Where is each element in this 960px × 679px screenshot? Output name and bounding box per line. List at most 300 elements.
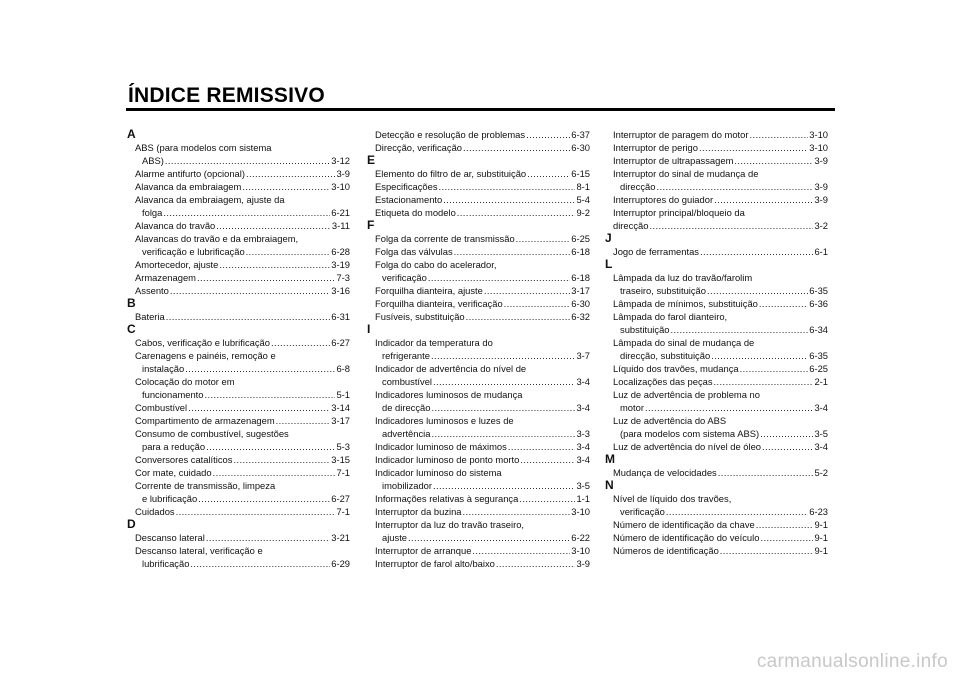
index-entry-heading: Folga do cabo do acelerador,	[375, 259, 497, 270]
index-entry-heading: ABS (para modelos com sistema	[135, 142, 272, 153]
page-reference: 5-1	[336, 389, 350, 400]
index-entry	[126, 440, 350, 453]
index-entry-text: Amortecedor, ajuste	[135, 259, 219, 270]
section-letter: M	[605, 452, 615, 466]
section-letter: J	[605, 231, 612, 245]
index-entry	[604, 427, 828, 440]
dot-leader	[408, 531, 570, 544]
dot-leader	[463, 505, 571, 518]
index-entry	[126, 206, 350, 219]
index-entry-text: Cuidados	[135, 506, 175, 517]
page-reference: 7-3	[336, 272, 350, 283]
section-letter: D	[127, 517, 136, 531]
index-entry-heading: Nível de líquido dos travões,	[613, 493, 732, 504]
page-reference: 3-4	[576, 441, 590, 452]
page-reference: 8-1	[576, 181, 590, 192]
section-letter: C	[127, 322, 136, 336]
index-entry	[126, 388, 350, 401]
dot-leader	[496, 557, 576, 570]
dot-leader	[666, 505, 808, 518]
index-entry-text: combustível	[382, 376, 433, 387]
index-entry-text: de direcção	[382, 402, 431, 413]
dot-leader	[760, 427, 813, 440]
index-entry	[366, 557, 590, 570]
index-entry	[604, 375, 828, 388]
index-entry-text: Localizações das peças	[613, 376, 713, 387]
index-entry	[604, 349, 828, 362]
index-entry	[604, 284, 828, 297]
index-entry-text: Alavanca da embraiagem	[135, 181, 242, 192]
index-entry	[126, 531, 350, 544]
dot-leader	[431, 427, 575, 440]
index-entry	[366, 141, 590, 154]
index-entry	[126, 258, 350, 271]
section-letter: N	[605, 478, 614, 492]
page-reference: 6-27	[331, 493, 350, 504]
index-entry	[604, 544, 828, 557]
dot-leader	[233, 453, 330, 466]
dot-leader	[720, 544, 814, 557]
page-reference: 5-2	[814, 467, 828, 478]
index-entry-text: Descanso lateral	[135, 532, 205, 543]
index-entry	[604, 323, 828, 336]
index-entry	[126, 180, 350, 193]
index-entry-text: Forquilha dianteira, verificação	[375, 298, 503, 309]
index-entry	[126, 219, 350, 232]
section-letter: L	[605, 257, 613, 271]
index-entry-text: Informações relativas à segurança	[375, 493, 519, 504]
index-entry-text: verificação	[620, 506, 665, 517]
dot-leader	[466, 310, 571, 323]
dot-leader	[671, 323, 809, 336]
page-reference: 7-1	[336, 506, 350, 517]
index-entry-text: substituição	[620, 324, 670, 335]
index-entry-text: Fusíveis, substituição	[375, 311, 465, 322]
dot-leader	[750, 128, 809, 141]
page-reference: 6-23	[809, 506, 828, 517]
index-entry-heading: Luz de advertência do ABS	[613, 415, 727, 426]
index-entry-text: Assento	[135, 285, 169, 296]
index-entry-text: funcionamento	[142, 389, 204, 400]
index-entry-text: Indicador luminoso de máximos	[375, 441, 507, 452]
section-letter: E	[367, 153, 376, 167]
index-entry	[366, 193, 590, 206]
index-entry	[366, 492, 590, 505]
index-entry	[604, 193, 828, 206]
index-entry-text: Compartimento de armazenagem	[135, 415, 275, 426]
index-entry	[604, 531, 828, 544]
dot-leader	[756, 518, 814, 531]
index-entry-text: folga	[142, 207, 163, 218]
dot-leader	[700, 245, 813, 258]
dot-leader	[165, 154, 330, 167]
index-entry-text: Número de identificação do veículo	[613, 532, 760, 543]
dot-leader	[185, 362, 335, 375]
page-reference: 6-31	[331, 311, 350, 322]
page-reference: 6-28	[331, 246, 350, 257]
index-entry-text: imobilizador	[382, 480, 433, 491]
page-reference: 6-30	[571, 298, 590, 309]
index-entry-heading: Corrente de transmissão, limpeza	[135, 480, 276, 491]
dot-leader	[188, 401, 330, 414]
page-reference: 3-14	[331, 402, 350, 413]
dot-leader	[699, 141, 808, 154]
index-entry-heading: Interruptor da luz do travão traseiro,	[375, 519, 525, 530]
page-reference: 3-7	[576, 350, 590, 361]
index-entry-text: verificação e lubrificação	[142, 246, 245, 257]
index-entry	[604, 440, 828, 453]
page-reference: 3-3	[576, 428, 590, 439]
index-entry	[604, 401, 828, 414]
page-reference: 2-1	[814, 376, 828, 387]
index-entry	[366, 297, 590, 310]
section-letter: A	[127, 127, 136, 141]
index-entry-text: Mudança de velocidades	[613, 467, 717, 478]
index-entry-text: Alavanca do travão	[135, 220, 216, 231]
dot-leader	[454, 245, 571, 258]
index-entry-heading: Lâmpada do sinal de mudança de	[613, 337, 755, 348]
page-reference: 3-4	[814, 441, 828, 452]
page-reference: 3-4	[576, 376, 590, 387]
index-entry-text: Interruptor da buzina	[375, 506, 462, 517]
dot-leader	[516, 232, 571, 245]
dot-leader	[711, 349, 808, 362]
dot-leader	[740, 362, 809, 375]
index-entry-heading: Lâmpada do farol dianteiro,	[613, 311, 728, 322]
index-entry-text: Armazenagem	[135, 272, 196, 283]
index-entry	[126, 557, 350, 570]
dot-leader	[176, 505, 336, 518]
page-reference: 6-21	[331, 207, 350, 218]
dot-leader	[246, 245, 331, 258]
index-entry-text: Cabos, verificação e lubrificação	[135, 337, 270, 348]
index-entry-text: direcção, substituição	[620, 350, 711, 361]
index-entry	[366, 427, 590, 440]
index-entry-text: Conversores catalíticos	[135, 454, 233, 465]
dot-leader	[428, 271, 570, 284]
index-column-2	[366, 128, 590, 570]
index-entry-text: instalação	[142, 363, 185, 374]
index-entry-text: Etiqueta do modelo	[375, 207, 456, 218]
index-entry	[604, 180, 828, 193]
index-entry-text: e lubrificação	[142, 493, 198, 504]
page-reference: 9-1	[814, 545, 828, 556]
index-entry-text: Bateria	[135, 311, 165, 322]
page-reference: 3-10	[809, 129, 828, 140]
page-reference: 1-1	[576, 493, 590, 504]
index-entry-text: direcção	[613, 220, 649, 231]
dot-leader	[271, 336, 330, 349]
dot-leader	[734, 154, 813, 167]
page-reference: 6-22	[571, 532, 590, 543]
dot-leader	[718, 466, 814, 479]
dot-leader	[219, 258, 330, 271]
dot-leader	[508, 440, 576, 453]
dot-leader	[645, 401, 813, 414]
page-reference: 3-12	[331, 155, 350, 166]
index-entry-heading: Carenagens e painéis, remoção e	[135, 350, 276, 361]
page-reference: 7-1	[336, 467, 350, 478]
title-rule	[126, 108, 835, 111]
dot-leader	[443, 193, 575, 206]
index-entry	[366, 310, 590, 323]
index-entry-heading: Alavancas do travão e da embraiagem,	[135, 233, 299, 244]
index-entry-text: Número de identificação da chave	[613, 519, 755, 530]
index-entry-text: Números de identificação	[613, 545, 719, 556]
page-reference: 3-17	[331, 415, 350, 426]
index-entry	[126, 271, 350, 284]
index-entry	[126, 401, 350, 414]
page-reference: 6-25	[809, 363, 828, 374]
dot-leader	[714, 193, 813, 206]
index-entry	[366, 505, 590, 518]
index-entry-text: lubrificação	[142, 558, 190, 569]
page-reference: 6-34	[809, 324, 828, 335]
page-reference: 9-2	[576, 207, 590, 218]
index-entry-text: Detecção e resolução de problemas	[375, 129, 526, 140]
index-entry-text: Especificações	[375, 181, 438, 192]
index-entry	[366, 245, 590, 258]
index-entry	[366, 349, 590, 362]
index-entry-heading: Colocação do motor em	[135, 376, 235, 387]
index-entry	[604, 466, 828, 479]
page-reference: 3-9	[814, 155, 828, 166]
dot-leader	[649, 219, 813, 232]
index-entry	[604, 128, 828, 141]
index-entry-text: Lâmpada de mínimos, substituição	[613, 298, 758, 309]
page-reference: 3-9	[336, 168, 350, 179]
dot-leader	[656, 180, 813, 193]
index-entry-text: advertência	[382, 428, 431, 439]
page-reference: 3-11	[331, 220, 350, 231]
dot-leader	[190, 557, 330, 570]
index-entry	[126, 492, 350, 505]
index-entry	[366, 479, 590, 492]
index-entry	[126, 505, 350, 518]
page-reference: 9-1	[814, 532, 828, 543]
index-column-1	[126, 128, 350, 570]
page-reference: 3-4	[814, 402, 828, 413]
index-entry	[126, 167, 350, 180]
index-entry	[126, 310, 350, 323]
index-entry-text: Interruptor de farol alto/baixo	[375, 558, 495, 569]
page-reference: 6-37	[571, 129, 590, 140]
dot-leader	[246, 167, 335, 180]
page-title: ÍNDICE REMISSIVO	[128, 84, 325, 107]
index-entry	[366, 531, 590, 544]
index-entry-text: Elemento do filtro de ar, substituição	[375, 168, 527, 179]
dot-leader	[170, 284, 330, 297]
page-reference: 3-9	[576, 558, 590, 569]
page-reference: 3-10	[571, 545, 590, 556]
index-entry	[604, 362, 828, 375]
index-entry	[126, 453, 350, 466]
page-reference: 6-36	[809, 298, 828, 309]
index-entry	[366, 128, 590, 141]
index-entry-heading: Interruptor do sinal de mudança de	[613, 168, 759, 179]
dot-leader	[205, 388, 336, 401]
page-reference: 3-15	[331, 454, 350, 465]
index-entry-text: Folga da corrente de transmissão	[375, 233, 515, 244]
index-entry-text: Interruptor de ultrapassagem	[613, 155, 734, 166]
page-reference: 6-32	[571, 311, 590, 322]
index-entry-text: Jogo de ferramentas	[613, 246, 699, 257]
dot-leader	[213, 466, 336, 479]
index-entry-text: Folga das válvulas	[375, 246, 453, 257]
dot-leader	[433, 479, 575, 492]
dot-leader	[198, 492, 330, 505]
page-reference: 6-8	[336, 363, 350, 374]
index-entry-heading: Indicador de advertência do nível de	[375, 363, 527, 374]
index-column-3	[604, 128, 828, 557]
index-entry-text: (para modelos com sistema ABS)	[620, 428, 760, 439]
index-entry-heading: Alavanca da embraiagem, ajuste da	[135, 194, 285, 205]
dot-leader	[714, 375, 814, 388]
index-entry	[126, 414, 350, 427]
index-entry-text: traseiro, substituição	[620, 285, 706, 296]
dot-leader	[463, 141, 570, 154]
index-entry-text: Interruptor de paragem do motor	[613, 129, 749, 140]
index-entry-heading: Indicador luminoso do sistema	[375, 467, 502, 478]
dot-leader	[504, 297, 571, 310]
index-entry	[604, 505, 828, 518]
dot-leader	[762, 440, 813, 453]
index-entry-heading: Lâmpada da luz do travão/farolim	[613, 272, 753, 283]
page-reference: 6-35	[809, 350, 828, 361]
index-entry	[366, 206, 590, 219]
index-entry	[126, 336, 350, 349]
index-entry-heading: Indicadores luminosos e luzes de	[375, 415, 514, 426]
dot-leader	[197, 271, 335, 284]
page-reference: 3-4	[576, 454, 590, 465]
dot-leader	[484, 284, 570, 297]
page-reference: 5-4	[576, 194, 590, 205]
index-entry-text: direcção	[620, 181, 656, 192]
index-entry-heading: Descanso lateral, verificação e	[135, 545, 263, 556]
index-entry-text: Interruptores do guiador	[613, 194, 714, 205]
dot-leader	[431, 401, 575, 414]
index-entry-text: ajuste	[382, 532, 408, 543]
dot-leader	[457, 206, 576, 219]
page-reference: 9-1	[814, 519, 828, 530]
section-letter: F	[367, 218, 375, 232]
index-entry	[604, 297, 828, 310]
index-entry-text: refrigerante	[382, 350, 430, 361]
page-reference: 6-29	[331, 558, 350, 569]
dot-leader	[206, 531, 330, 544]
page-reference: 3-9	[814, 181, 828, 192]
index-entry	[366, 401, 590, 414]
page-reference: 3-2	[814, 220, 828, 231]
index-entry-text: Interruptor de arranque	[375, 545, 472, 556]
dot-leader	[759, 297, 808, 310]
dot-leader	[276, 414, 331, 427]
index-entry	[366, 453, 590, 466]
index-entry	[604, 141, 828, 154]
page-reference: 6-15	[571, 168, 590, 179]
index-entry	[126, 245, 350, 258]
dot-leader	[707, 284, 808, 297]
index-entry-text: ABS)	[142, 155, 164, 166]
dot-leader	[163, 206, 330, 219]
index-entry-text: para a redução	[142, 441, 206, 452]
dot-leader	[216, 219, 331, 232]
index-entry-text: Direcção, verificação	[375, 142, 463, 153]
page-reference: 3-10	[331, 181, 350, 192]
index-entry	[604, 245, 828, 258]
page-reference: 3-4	[576, 402, 590, 413]
page-reference: 3-5	[814, 428, 828, 439]
dot-leader	[520, 453, 575, 466]
index-entry-heading: Indicador da temperatura do	[375, 337, 493, 348]
index-entry	[366, 180, 590, 193]
index-entry-text: Estacionamento	[375, 194, 443, 205]
page-reference: 3-16	[331, 285, 350, 296]
page-reference: 3-21	[331, 532, 350, 543]
page-reference: 6-27	[331, 337, 350, 348]
index-entry	[126, 284, 350, 297]
page-reference: 3-10	[809, 142, 828, 153]
dot-leader	[206, 440, 335, 453]
index-entry-text: verificação	[382, 272, 427, 283]
page-reference: 3-5	[576, 480, 590, 491]
page-reference: 6-1	[814, 246, 828, 257]
dot-leader	[472, 544, 570, 557]
index-entry	[366, 284, 590, 297]
section-letter: B	[127, 296, 136, 310]
page-reference: 3-9	[814, 194, 828, 205]
index-entry	[366, 232, 590, 245]
index-entry-text: motor	[620, 402, 644, 413]
index-entry-heading: Indicadores luminosos de mudança	[375, 389, 523, 400]
index-entry	[604, 154, 828, 167]
page-reference: 6-18	[571, 272, 590, 283]
section-letter: I	[367, 322, 371, 336]
dot-leader	[433, 375, 575, 388]
watermark: carmanualsonline.info	[756, 651, 948, 672]
page-reference: 5-3	[336, 441, 350, 452]
index-entry-text: Interruptor de perigo	[613, 142, 698, 153]
index-entry-text: Alarme antifurto (opcional)	[135, 168, 245, 179]
index-entry-text: Combustível	[135, 402, 188, 413]
page-reference: 6-35	[809, 285, 828, 296]
dot-leader	[760, 531, 813, 544]
index-entry	[126, 466, 350, 479]
index-entry-heading: Interruptor principal/bloqueio da	[613, 207, 745, 218]
index-entry	[126, 154, 350, 167]
page-reference: 6-30	[571, 142, 590, 153]
page-reference: 3-17	[571, 285, 590, 296]
index-entry-text: Cor mate, cuidado	[135, 467, 212, 478]
index-entry-text: Luz de advertência do nível de óleo	[613, 441, 762, 452]
index-entry	[366, 440, 590, 453]
index-entry-text: Indicador luminoso de ponto morto	[375, 454, 520, 465]
index-entry	[366, 271, 590, 284]
index-entry-text: Líquido dos travões, mudança	[613, 363, 739, 374]
index-entry	[366, 375, 590, 388]
index-entry	[366, 167, 590, 180]
index-entry	[126, 362, 350, 375]
index-entry	[604, 518, 828, 531]
dot-leader	[527, 167, 570, 180]
dot-leader	[166, 310, 331, 323]
index-entry	[366, 544, 590, 557]
index-entry	[604, 219, 828, 232]
page-reference: 3-10	[571, 506, 590, 517]
page-reference: 6-25	[571, 233, 590, 244]
index-entry-heading: Consumo de combustível, sugestões	[135, 428, 289, 439]
dot-leader	[519, 492, 575, 505]
